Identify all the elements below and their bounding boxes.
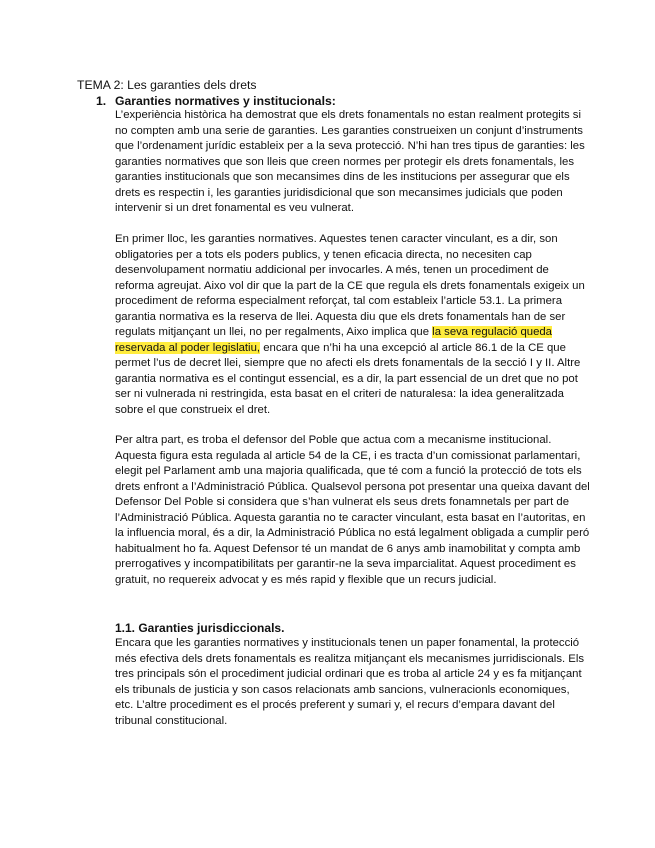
highlighted-text: la seva regulació queda reservada al poder legislatiu, xyxy=(115,326,552,354)
document-title: TEMA 2: Les garanties dels drets xyxy=(77,78,257,92)
paragraph-2-text-start: En primer lloc, les garanties normatives. Aquestes tenen caracter vinculant, es a dir, son obligatories per a tots els poders publics, y tenen eficacia directa, no necesiten cap desenvolupament normatiu addicional per invocarles. A més, tenen un procediment de reforma agreujat. Aixo vol dir que la part de la CE que regula els drets fonamentals exigeix un procediment de reforma especialment reforçat, tal com estableix l’article 53.1. La primera garantia normativa es la reserva de llei. Aquesta diu que els drets fonamentals han de ser regulats mitjançant un llei, no per regalments, Aixo implica que xyxy=(115,233,585,339)
paragraph-2-text-end: encara que n’hi ha una excepció al article 86.1 de la CE que permet l’us de decret llei, siempre que no afecti els drets fonamentals de la secció I y II. Altre garantia normativa es el contingut essencial, es a dir, la part essencial de un dret que no pot ser ni vulnerada ni restringida, esta basat en el criteri de naturalesa: la idea generalitzada sobre el que construeix el dret. xyxy=(115,341,581,417)
section-1-paragraph-3: Per altra part, es troba el defensor del Poble que actua com a mecanisme institucional. Aquesta figura esta regulada al article 54 de la CE, i es tracta d’un comissionat parlamentari, elegit pel Parlament amb una majoria qualificada, que té com a funció la protecció de tots els drets enfront a l’Administració Pública. Qualsevol persona pot presentar una queixa davant del Defensor Del Poble si considera que s’han vulnerat els seus drets fonamnetals per part de l’Administració Pública. Aquesta garantia no te caracter vinculant, esta basat en l’autoritas, en la influencia moral, és a dir, la Administració Pública no está legalment obligada a cumplir peró habitualment ho fa. Aquest Defensor té un mandat de 6 anys amb inamobilitat y compta amb prerrogatives y incompatibilitats per garantir-ne la seva imparcialitat. Aquest procediment es gratuit, no requereix advocat y es més rapid y flexible que un recurs judicial. xyxy=(115,434,590,586)
section-1-number: 1. xyxy=(96,94,107,108)
section-1-1-paragraph-1: Encara que les garanties normatives y institucionals tenen un paper fonamental, la protecció més efectiva dels drets fonamentals es realitza mitjançant els mecanismes jurridiscionals. Els tres principals són el procediment judicial ordinari que es troba al article 24 y es fa mitjançant els tribunals de justicia y son casos relacionats amb sancions, vulneracionls economiques, etc. L’altre procediment es el procés preferent y sumari y, el recurs d’empara davant del tribunal constitucional. xyxy=(115,637,585,727)
section-1-heading-text: Garanties normatives y institucionals: xyxy=(115,94,336,108)
section-1-paragraph-1: L’experiència històrica ha demostrat que els drets fonamentals no estan realment protegits si no compten amb una serie de garanties. Les garanties construeixen un conjunt d’instruments que l’ordenament jurídic estableix per a la seva protecció. N’hi han tres tipus de garanties: les garanties normatives que son lleis que creen normes per protegir els drets fonamentals, les garanties institucionals que son mecansimes dins de les institucions per assegurar que els drets es respectin i, les garanties juridisdicional que son mecansimes judicials que poden intervenir si un dret fonamental es veu vulnerat. xyxy=(115,109,585,215)
section-1-heading xyxy=(96,93,336,109)
section-1-1-heading: 1.1. Garanties jurisdiccionals. xyxy=(115,621,285,635)
section-1-paragraph-2 xyxy=(115,232,590,419)
